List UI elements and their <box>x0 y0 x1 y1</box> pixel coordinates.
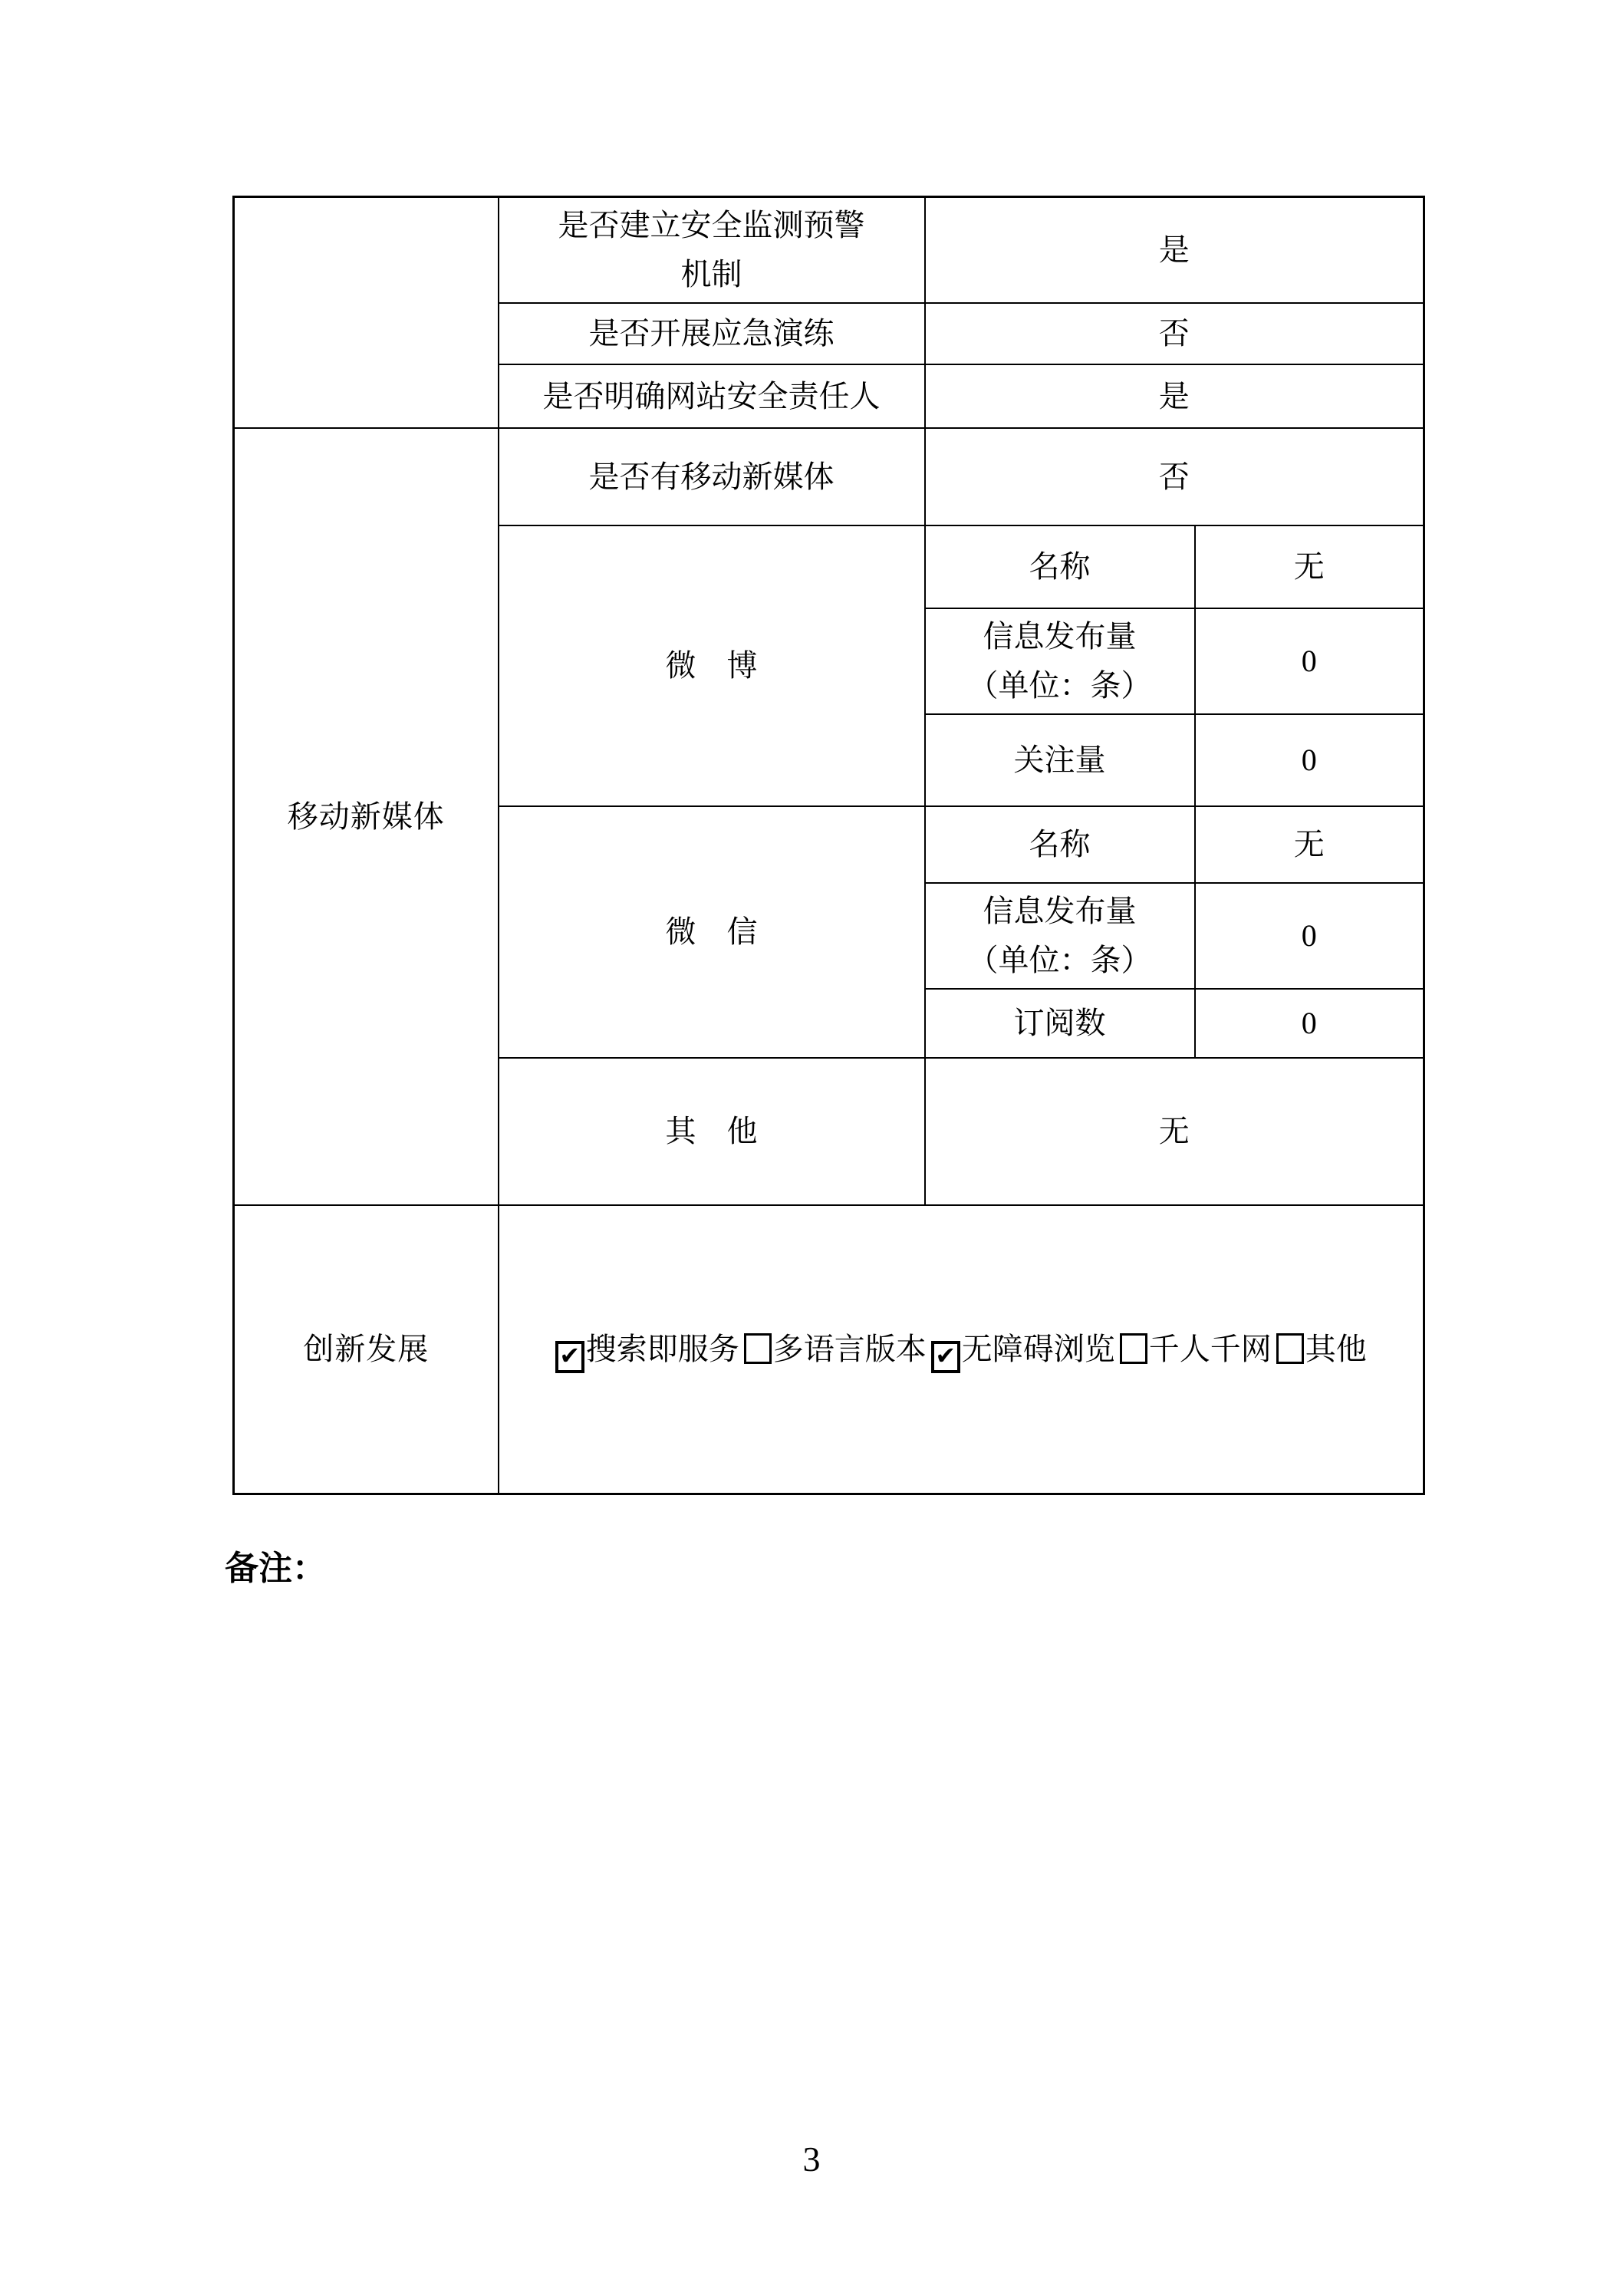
checkbox-unchecked-icon <box>1120 1333 1147 1364</box>
cell-drill-label: 是否开展应急演练 <box>499 303 925 364</box>
wechat-posts-label-line1: 信息发布量 <box>983 894 1137 928</box>
checkbox-option-multilang <box>739 1332 927 1366</box>
cell-wechat-subscribers-label: 订阅数 <box>925 989 1195 1058</box>
cell-drill-value: 否 <box>925 303 1424 364</box>
cell-wechat-posts-label <box>925 883 1195 989</box>
checkbox-checked-icon: ✔ <box>555 1341 584 1373</box>
wechat-posts-label-line2: （单位：条） <box>967 943 1152 977</box>
cell-weibo-followers-label: 关注量 <box>925 714 1195 806</box>
cell-weibo-label: 微 博 <box>499 525 925 806</box>
cell-weibo-name-value: 无 <box>1195 525 1424 608</box>
cell-officer-value: 是 <box>925 364 1424 428</box>
cell-wechat-label: 微 信 <box>499 806 925 1058</box>
table-row <box>234 428 1424 525</box>
checkbox-unchecked-icon <box>744 1333 772 1364</box>
cell-weibo-followers-value: 0 <box>1195 714 1424 806</box>
cell-wechat-name-label: 名称 <box>925 806 1195 883</box>
cell-officer-label: 是否明确网站安全责任人 <box>499 364 925 428</box>
checkbox-option-other <box>1272 1332 1367 1366</box>
checkbox-option-label: 其他 <box>1305 1331 1367 1366</box>
cell-group-innovation: 创新发展 <box>234 1205 499 1494</box>
monitor-label-line1: 是否建立安全监测预警 <box>558 208 865 242</box>
checkbox-option-label: 无障碍浏览 <box>961 1331 1115 1366</box>
cell-empty-group-header <box>234 197 499 429</box>
checkbox-unchecked-icon <box>1276 1333 1304 1364</box>
weibo-posts-label-line2: （单位：条） <box>967 668 1152 703</box>
website-report-table <box>232 196 1425 1495</box>
cell-has-mobile-label: 是否有移动新媒体 <box>499 428 925 525</box>
cell-wechat-posts-value: 0 <box>1195 883 1424 989</box>
checkbox-option-qianren <box>1115 1332 1272 1366</box>
checkbox-checked-icon: ✔ <box>931 1341 960 1373</box>
cell-weibo-posts-value: 0 <box>1195 608 1424 714</box>
checkbox-option-label: 多语言版本 <box>772 1331 927 1366</box>
cell-innovation-options <box>499 1205 1424 1494</box>
weibo-posts-label-line1: 信息发布量 <box>983 619 1137 654</box>
checkbox-option-accessibility <box>927 1331 1115 1370</box>
cell-weibo-name-label: 名称 <box>925 525 1195 608</box>
table-row <box>234 197 1424 304</box>
cell-weibo-posts-label <box>925 608 1195 714</box>
checkbox-option-search-service <box>555 1331 739 1370</box>
checkbox-option-label: 搜索即服务 <box>585 1331 739 1366</box>
page-number: 3 <box>802 2140 821 2179</box>
table-row <box>234 1205 1424 1494</box>
cell-group-mobile-media: 移动新媒体 <box>234 428 499 1205</box>
cell-has-mobile-value: 否 <box>925 428 1424 525</box>
cell-wechat-name-value: 无 <box>1195 806 1424 883</box>
cell-other-media-value: 无 <box>925 1058 1424 1205</box>
monitor-label-line2: 机制 <box>680 257 742 292</box>
cell-wechat-subscribers-value: 0 <box>1195 989 1424 1058</box>
notes-label: 备注： <box>225 1550 326 1587</box>
checkbox-option-label: 千人千网 <box>1148 1331 1272 1366</box>
cell-other-media-label: 其 他 <box>499 1058 925 1205</box>
cell-monitor-value: 是 <box>925 197 1424 304</box>
cell-monitor-label <box>499 197 925 304</box>
